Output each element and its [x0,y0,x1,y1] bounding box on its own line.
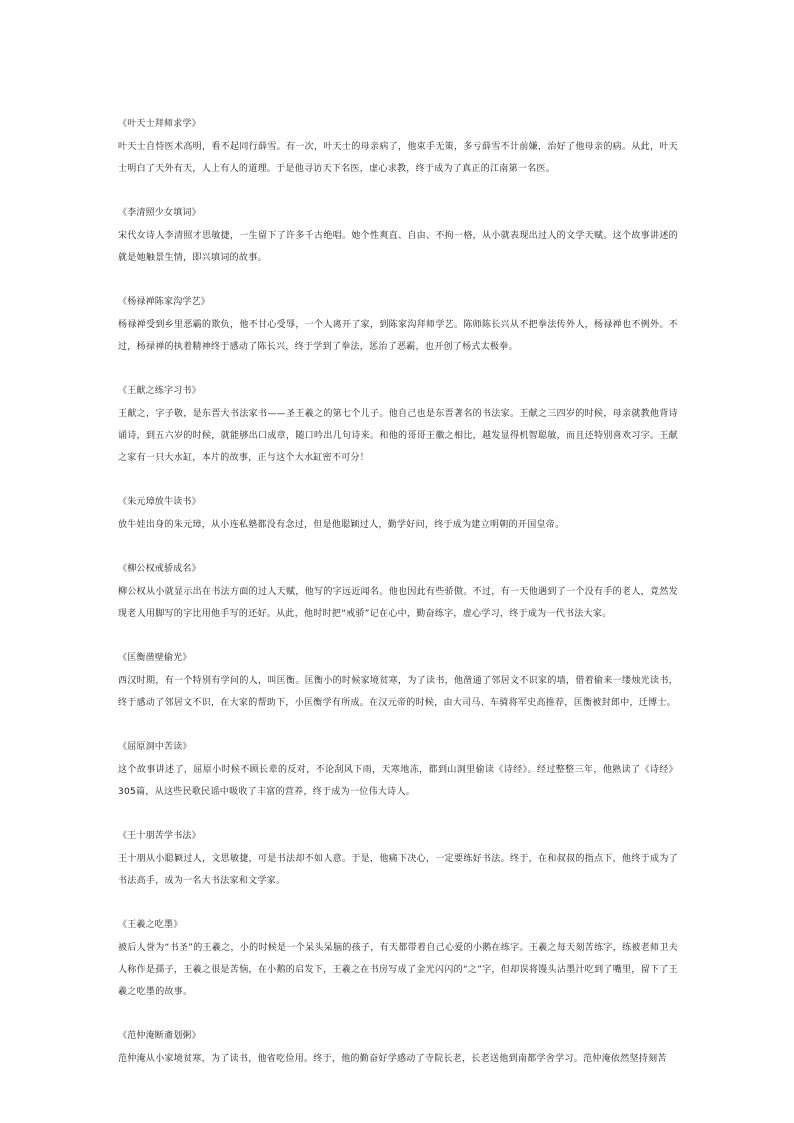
story-body: 柳公权从小就显示出在书法方面的过人天赋，他写的字远近闻名。他也因此有些骄傲。不过，有一天他遇到了一个没有手的老人，竟然发现老人用脚写的字比用他手写的还好。从此，他时时把“戒骄”记在心中，勤奋练字，虚心学习，终于成为一代书法大家。 [118,587,678,619]
story-yang-luchan [118,296,678,358]
story-title: 《叶天士拜师求学》 [118,119,201,129]
story-title: 《柳公权戒骄成名》 [118,564,201,574]
story-title: 《范仲淹断齑划粥》 [118,1031,201,1041]
story-liu-gongquan [118,563,678,625]
story-body: 宋代女诗人李清照才思敏捷，一生留下了许多千古绝唱。她个性爽直、自由、不拘一格，从小就表现出过人的文学天赋。这个故事讲述的就是她触景生情，即兴填词的故事。 [118,231,678,263]
story-title: 《王献之练字习书》 [118,386,201,396]
story-zhu-yuanzhang [118,496,678,536]
story-body: 王十朋从小聪颖过人，文思敏捷，可是书法却不如人意。于是，他痛下决心，一定要练好书法。终于，在和叔叔的指点下，他终于成为了书法高手，成为一名大书法家和文学家。 [118,854,678,886]
story-body: 被后人誉为“书圣”的王羲之，小的时候是一个呆头呆脑的孩子，有天都带着自己心爱的小鹅在练字。王羲之每天刻苦练字，练被老师卫夫人称作是孺子，王羲之很是苦恼，在小鹅的启发下，王羲之在书房写成了金光闪闪的“之”字，但却误将馒头沾墨汁吃到了嘴里，留下了王羲之吃墨的故事。 [118,943,678,997]
story-wang-xianzhi [118,385,678,469]
story-body: 放牛娃出身的朱元璋，从小连私塾都没有念过，但是他聪颖过人，勤学好问，终于成为建立明朝的开国皇帝。 [118,520,565,530]
story-body: 杨禄禅受到乡里恶霸的欺负，他不甘心受辱，一个人离开了家，到陈家沟拜师学艺。陈师陈长兴从不把拳法传外人，杨禄禅也不例外。不过，杨禄禅的执着精神终于感动了陈长兴，终于学到了拳法，惩治了恶霸，也开创了杨式太极拳。 [118,320,678,352]
story-title: 《王羲之吃墨》 [118,920,183,930]
story-wang-xizhi [118,919,678,1003]
document-page [118,118,678,1097]
story-wang-shipeng [118,830,678,892]
story-body: 西汉时期，有一个特别有学问的人，叫匡衡。匡衡小的时候家境贫寒，为了读书，他凿通了邻居文不识家的墙，借着偷来一缕烛光读书，终于感动了邻居文不识，在大家的帮助下，小匡衡学有所成。在汉元帝的时候，由大司马、车骑将军史高推荐，匡衡被封郎中，迁博士。 [118,676,678,708]
story-fan-zhongyan [118,1030,678,1070]
story-ye-tianshi [118,118,678,180]
story-title: 《杨禄禅陈家沟学艺》 [118,297,211,307]
story-body: 范仲淹从小家境贫寒，为了读书，他省吃俭用。终于，他的勤奋好学感动了寺院长老，长老送他到南都学舍学习。范仲淹依然坚持刻苦 [118,1054,667,1064]
story-title: 《李清照少女填词》 [118,208,201,218]
story-li-qingzhao [118,207,678,269]
story-kuang-heng [118,652,678,714]
story-title: 《屈原洞中苦读》 [118,742,192,752]
story-title: 《王十朋苦学书法》 [118,831,201,841]
story-body: 这个故事讲述了，屈原小时候不顾长辈的反对，不论刮风下雨，天寒地冻，都到山洞里偷读《诗经》。经过整整三年，他熟读了《诗经》305篇，从这些民歌民谣中吸收了丰富的营养，终于成为一位伟大诗人。 [118,765,678,797]
story-body: 王献之，字子敬，是东晋大书法家书——圣王羲之的第七个儿子。他自己也是东晋著名的书法家。王献之三四岁的时候，母亲就教他背诗诵诗，到五六岁的时候，就能够出口成章，随口吟出几句诗来。和他的哥哥王徽之相比，越发显得机智聪敏，而且还特别喜欢习字。王献之家有一只大水缸，本片的故事，正与这个大水缸密不可分！ [118,409,678,463]
story-title: 《匡衡凿壁偷光》 [118,653,192,663]
story-qu-yuan [118,741,678,803]
story-title: 《朱元璋放牛读书》 [118,497,201,507]
story-body: 叶天士自恃医术高明，看不起同行薛雪。有一次，叶天士的母亲病了，他束手无策，多亏薛雪不计前嫌，治好了他母亲的病。从此，叶天士明白了天外有天，人上有人的道理。于是他寻访天下名医，虚心求教，终于成为了真正的江南第一名医。 [118,142,678,174]
